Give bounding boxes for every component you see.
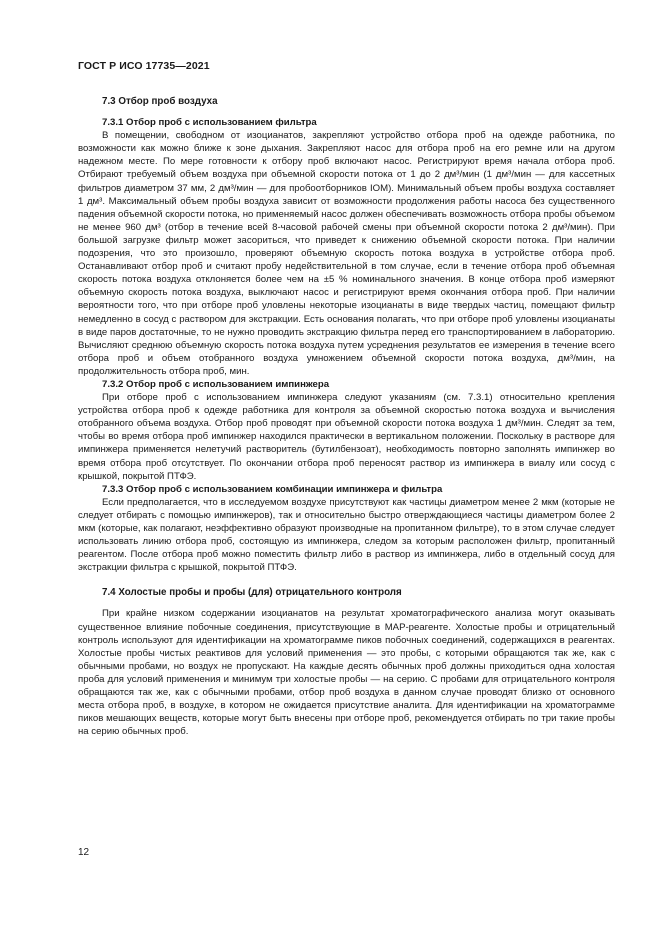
document-body [78, 95, 615, 738]
document-header: ГОСТ Р ИСО 17735—2021 [78, 60, 210, 72]
section-7-3-3-heading: 7.3.3 Отбор проб с использованием комбинации импинжера и фильтра [102, 483, 443, 495]
section-7-3-1-heading: 7.3.1 Отбор проб с использованием фильтра [102, 117, 317, 129]
section-7-3-1-paragraph: В помещении, свободном от изоцианатов, закрепляют устройство отбора проб на одежде работника, по возможности как можно ближе к зоне дыхания. Закрепляют насос для отбора проб на его ремне или на другом надежном месте. По мере готовности к отбору проб включают насос. Регистрируют время начала отбора проб. Отбирают требуемый объем воздуха при объемной скорости потока от 1 до 2 дм³/мин (1 дм³/мин — для кассетных фильтров диаметром 37 мм, 2 дм³/мин — для пробоотборников IOM). Минимальный объем пробы воздуха составляет 1 дм³. Максимальный объем пробы воздуха зависит от возможности продолжения работы насоса без существенного падения объемной скорости потока, но применяемый насос должен обеспечивать возможность отбора пробы объемом не менее 960 дм³ (отбор в течение всей 8-часовой рабочей смены при объемной скорости потока 2 дм³/мин). При большой загрузке фильтр может засориться, что приведет к снижению объемной скорости потока. При наличии подозрения, что это произошло, проверяют объемную скорость потока воздуха в устройстве отбора проб. Останавливают отбор проб и считают пробу недействительной в том случае, если в течение отбора проб объемная скорость потока воздуха отклоняется более чем на ±5 % номинального значения. В конце отбора проб измеряют объемную скорость потока воздуха, выключают насос и регистрируют время окончания отбора проб. При наличии вероятности того, что при отборе проб уловлены некоторые изоцианаты в виде твердых частиц, помещают фильтр немедленно в сосуд с раствором для экстракции. Есть основания полагать, что при отборе проб уловлены изоцианаты в виде паров достаточные, то не нужно проводить экстракцию фильтра перед его транспортированием в лабораторию. Вычисляют среднюю объемную скорость потока воздуха путем усреднения результатов ее измерения в течение всего отбора проб и объем отобранного воздуха умножением объемной скорости потока воздуха, дм³/мин, на продолжительность отбора проб, мин. [78, 130, 615, 377]
page-number: 12 [78, 847, 90, 858]
section-7-4-heading: 7.4 Холостые пробы и пробы (для) отрицательного контроля [102, 587, 402, 599]
section-7-3-2-paragraph: При отборе проб с использованием импинжера следуют указаниям (см. 7.3.1) относительно крепления устройства отбора проб к одежде работника для контроля за объемной скоростью потока воздуха и вычисления отобранного объема воздуха. Отбор проб проводят при объемной скорости потока воздуха 1 дм³/мин. Следят за тем, чтобы во время отбора проб импинжер находился практически в вертикальном положении. Поскольку в растворе для импинжера применяется нелетучий растворитель (бутилбензоат), необходимость повторно заполнять импинжер во время отбора проб отсутствует. По окончании отбора проб переносят раствор из импинжера в виалу или сосуд с крышкой, покрытой ПТФЭ. [78, 392, 615, 482]
section-7-3-heading: 7.3 Отбор проб воздуха [102, 96, 218, 107]
section-7-3-3-paragraph: Если предполагается, что в исследуемом воздухе присутствуют как частицы диаметром менее 2 мкм (которые не следует отбирать с помощью импинжеров), так и относительно быстро отверждающиеся частицы диаметром более 2 мкм (которые, как полагают, неэффективно образуют производные на пропитанном фильтре), то в этом случае следует использовать линию отбора проб, состоящую из импинжера, следом за которым расположен фильтр, пропитанный реагентом. После отбора проб можно поместить фильтр либо в раствор из импинжера, либо в отдельный сосуд для экстракции фильтра с крышкой, покрытой ПТФЭ. [78, 496, 615, 574]
section-7-4-paragraph: При крайне низком содержании изоцианатов на результат хроматографического анализа могут оказывать существенное влияние побочные соединения, присутствующие в МАР-реагенте. Холостые пробы и отрицательный контроль используют для идентификации на хроматограмме пиков побочных соединений, содержащихся в реагентах. Холостые пробы чистых реактивов для условий применения — это пробы, с которыми обращаются так же, как с обычными пробами, но воздух не пропускают. На каждые десять обычных проб должны приходиться одна холостая проба для условий применения и минимум три холостые пробы — на серию. С пробами для отрицательного контроля обращаются так же, как с обычными пробами, отбор проб воздуха в данном случае проводят близко от основного места отбора проб, в воздухе, в котором не ожидается присутствие аналита. Для идентификации на хроматограмме пиков мешающих веществ, которые могут быть внесены при отборе проб, рекомендуется отбирать по три такие пробы на серию обычных проб. [78, 608, 615, 738]
section-7-3-2-heading: 7.3.2 Отбор проб с использованием импинжера [102, 378, 330, 390]
